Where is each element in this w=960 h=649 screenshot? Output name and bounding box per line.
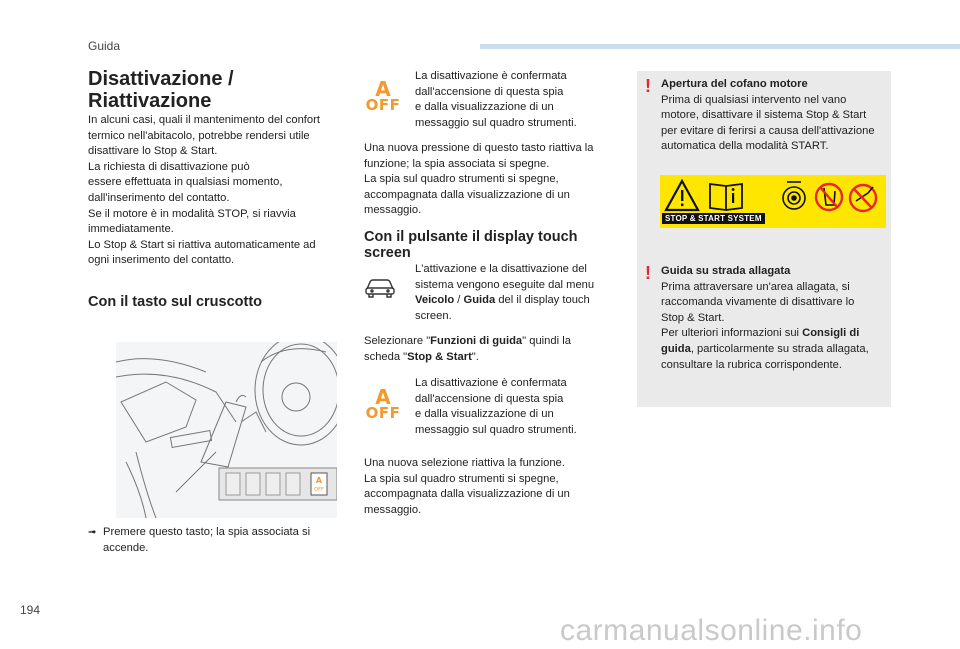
page-title-line1: Disattivazione / — [88, 68, 234, 90]
funzioni-di-guida: Funzioni di guida — [430, 335, 523, 347]
subtitle-dashboard-button: Con il tasto sul cruscotto — [88, 294, 263, 310]
select-mid: " quindi la scheda " — [364, 335, 571, 363]
bullet-arrow-icon: ➟ — [88, 527, 97, 538]
svg-text:A: A — [315, 476, 323, 485]
section-header: Guida — [88, 39, 121, 53]
reactivate-paragraph-1: Una nuova pressione di questo tasto riattiva la funzione; la spia associata si spegne. La spia sul quadro strumenti si spegne, accompagnata dalla visualizzazione di un messaggio. — [364, 142, 594, 217]
page-number: 194 — [20, 603, 41, 617]
page-title-line2: Riattivazione — [88, 90, 212, 112]
a-off-letter-2: A — [375, 385, 391, 409]
confirm-text-2: La disattivazione è confermata dall'accensione di questa spia e dalla visualizzazione di un messaggio sul quadro strumenti. — [415, 377, 577, 436]
page-title — [88, 68, 234, 112]
reactivate-paragraph-2: Una nuova selezione riattiva la funzione. La spia sul quadro strumenti si spegne, accompagnata dalla visualizzazione di un messaggio. — [364, 457, 570, 516]
touch-screen-text — [415, 262, 615, 324]
a-off-indicator-icon — [362, 77, 404, 114]
header-bar — [480, 44, 960, 49]
warning-exclamation-icon: ! — [645, 76, 651, 96]
sign-label: STOP & START SYSTEM — [662, 213, 765, 224]
warning-triangle-icon — [666, 181, 698, 210]
warning-exclamation-icon-2: ! — [645, 263, 651, 283]
stop-start-warning-sign — [660, 175, 886, 228]
select-post: ". — [471, 350, 479, 363]
touch-text-post: del il display touch screen. — [415, 294, 590, 322]
select-instructions — [364, 334, 614, 365]
warning-bonnet — [661, 77, 889, 155]
subtitle-touch-screen: Con il pulsante il display touch screen — [364, 229, 578, 261]
warning-flood-link: Consigli di guida — [661, 327, 860, 355]
a-off-label: OFF — [365, 96, 401, 114]
svg-text:OFF: OFF — [314, 487, 324, 493]
menu-guida: Guida — [463, 294, 496, 307]
car-icon — [364, 275, 396, 299]
select-pre: Selezionare " — [364, 335, 431, 347]
warning-bonnet-title: Apertura del cofano motore — [661, 78, 808, 90]
bullet-text: Premere questo tasto; la spia associata si accende. — [103, 526, 311, 554]
watermark: carmanualsonline.info — [560, 614, 863, 647]
no-touch-engine-icon — [850, 185, 876, 211]
warning-flood-title: Guida su strada allagata — [661, 265, 791, 277]
warning-bonnet-text: Prima di qualsiasi intervento nel vano motore, disattivare il sistema Stop & Start per evitare di ferirsi a causa dell'attivazione automatica della modalità START. — [661, 93, 875, 153]
menu-separator: / — [454, 294, 464, 307]
dashboard-illustration — [116, 342, 337, 518]
sign-pictograms — [664, 179, 882, 213]
menu-veicolo: Veicolo — [415, 294, 455, 307]
no-hand-icon — [816, 184, 842, 210]
bullet-press-button — [88, 525, 348, 556]
engine-fan-icon — [783, 182, 805, 209]
a-off-letter: A — [375, 77, 391, 101]
a-off-indicator-icon-2 — [362, 385, 404, 422]
touch-text-pre: L'attivazione e la disattivazione del sistema vengono eseguite dal menu — [415, 263, 595, 291]
confirm-text-1: La disattivazione è confermata dall'accensione di questa spia e dalla visualizzazione di un messaggio sul quadro strumenti. — [415, 70, 577, 129]
a-off-label-2: OFF — [365, 404, 401, 422]
warning-flood-text-pre: Prima attraversare un'area allagata, si raccomanda vivamente di disattivare lo Stop & Start. Per ulteriori informazioni sui — [661, 280, 855, 340]
warning-flooded-road — [661, 264, 889, 373]
stop-start-tab: Stop & Start — [407, 350, 472, 363]
intro-paragraph: In alcuni casi, quali il mantenimento del confort termico nell'abitacolo, potrebbe rendersi utile disattivare lo Stop & Start. La richiesta di disattivazione può essere effettuata in qualsiasi momento, dall'inserimento del contatto. Se il motore è in modalità STOP, si riavvia immediatamente. Lo Stop & Start si riattiva automaticamente ad ogni inserimento del contatto. — [88, 114, 320, 267]
warning-flood-text-post: , particolarmente su strada allagata, consultare la rubrica corrispondente. — [661, 342, 869, 371]
manual-book-icon — [710, 184, 742, 210]
